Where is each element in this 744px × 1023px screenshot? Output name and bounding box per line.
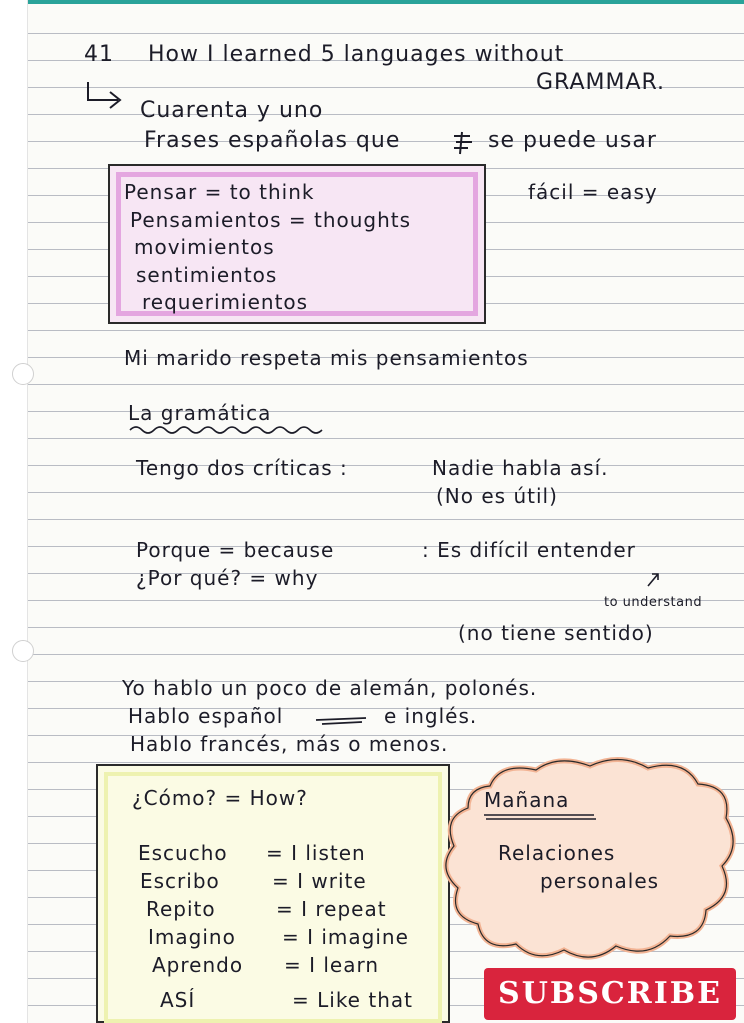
page-margin bbox=[0, 0, 28, 1023]
criticism-second-paren: (no tiene sentido) bbox=[458, 621, 654, 645]
criticism-first: Nadie habla así. bbox=[432, 456, 609, 480]
como-translation: = I listen bbox=[266, 841, 366, 865]
como-verb: Aprendo bbox=[152, 953, 244, 977]
top-edge-accent bbox=[0, 0, 744, 4]
como-translation: = I write bbox=[272, 869, 367, 893]
page-title-end: GRAMMAR. bbox=[536, 70, 665, 95]
vocab-line: requerimientos bbox=[142, 290, 309, 314]
como-verb: Escribo bbox=[140, 869, 220, 893]
como-heading: ¿Cómo? = How? bbox=[132, 786, 308, 810]
como-translation: = Like that bbox=[292, 988, 413, 1012]
subtitle-phrases-end: se puede usar bbox=[488, 128, 657, 153]
scribble-crossout bbox=[314, 710, 370, 728]
vocab-line: Pensar = to think bbox=[124, 180, 315, 204]
criticism-second: : Es difícil entender bbox=[422, 538, 636, 562]
wavy-underline bbox=[128, 424, 328, 436]
subtitle-spanish: Cuarenta y uno bbox=[140, 98, 324, 123]
example-sentence: Mi marido respeta mis pensamientos bbox=[124, 346, 529, 370]
lesson-number: 41 bbox=[84, 42, 114, 67]
page-title: How I learned 5 languages without bbox=[148, 42, 565, 67]
punch-hole bbox=[12, 363, 34, 385]
languages-line: Hablo español bbox=[128, 704, 284, 728]
vocab-line: movimientos bbox=[134, 235, 275, 259]
languages-line-end: e inglés. bbox=[384, 704, 478, 728]
como-translation: = I repeat bbox=[276, 897, 387, 921]
como-verb: Repito bbox=[146, 897, 216, 921]
scribble-crossout bbox=[450, 130, 476, 156]
como-translation: = I learn bbox=[284, 953, 380, 977]
languages-line: Yo hablo un poco de alemán, polonés. bbox=[122, 676, 538, 700]
como-verb: Imagino bbox=[148, 925, 236, 949]
criticas-label: Tengo dos críticas : bbox=[136, 456, 348, 480]
como-verb: Escucho bbox=[138, 841, 228, 865]
criticism-second-note: to understand bbox=[604, 595, 703, 610]
porque-line: Porque = because bbox=[136, 538, 335, 562]
criticism-first-note: (No es útil) bbox=[436, 484, 558, 508]
como-translation: = I imagine bbox=[282, 925, 409, 949]
cloud-line: personales bbox=[540, 869, 660, 893]
subscribe-button[interactable]: SUBSCRIBE bbox=[484, 968, 736, 1020]
facil-note: fácil = easy bbox=[528, 180, 658, 204]
languages-line: Hablo francés, más o menos. bbox=[130, 732, 449, 756]
vocab-line: sentimientos bbox=[136, 263, 278, 287]
up-arrow-icon bbox=[644, 568, 664, 588]
cloud-line: Relaciones bbox=[498, 841, 616, 865]
subtitle-phrases: Frases españolas que bbox=[144, 128, 401, 153]
por-que-line: ¿Por qué? = why bbox=[136, 566, 319, 590]
como-verb: ASÍ bbox=[160, 988, 196, 1012]
grammar-heading: La gramática bbox=[128, 401, 272, 425]
cloud-heading: Mañana bbox=[484, 788, 570, 812]
arrow-icon bbox=[84, 80, 128, 114]
double-underline bbox=[484, 814, 598, 820]
punch-hole bbox=[12, 640, 34, 662]
vocab-line: Pensamientos = thoughts bbox=[130, 208, 412, 232]
